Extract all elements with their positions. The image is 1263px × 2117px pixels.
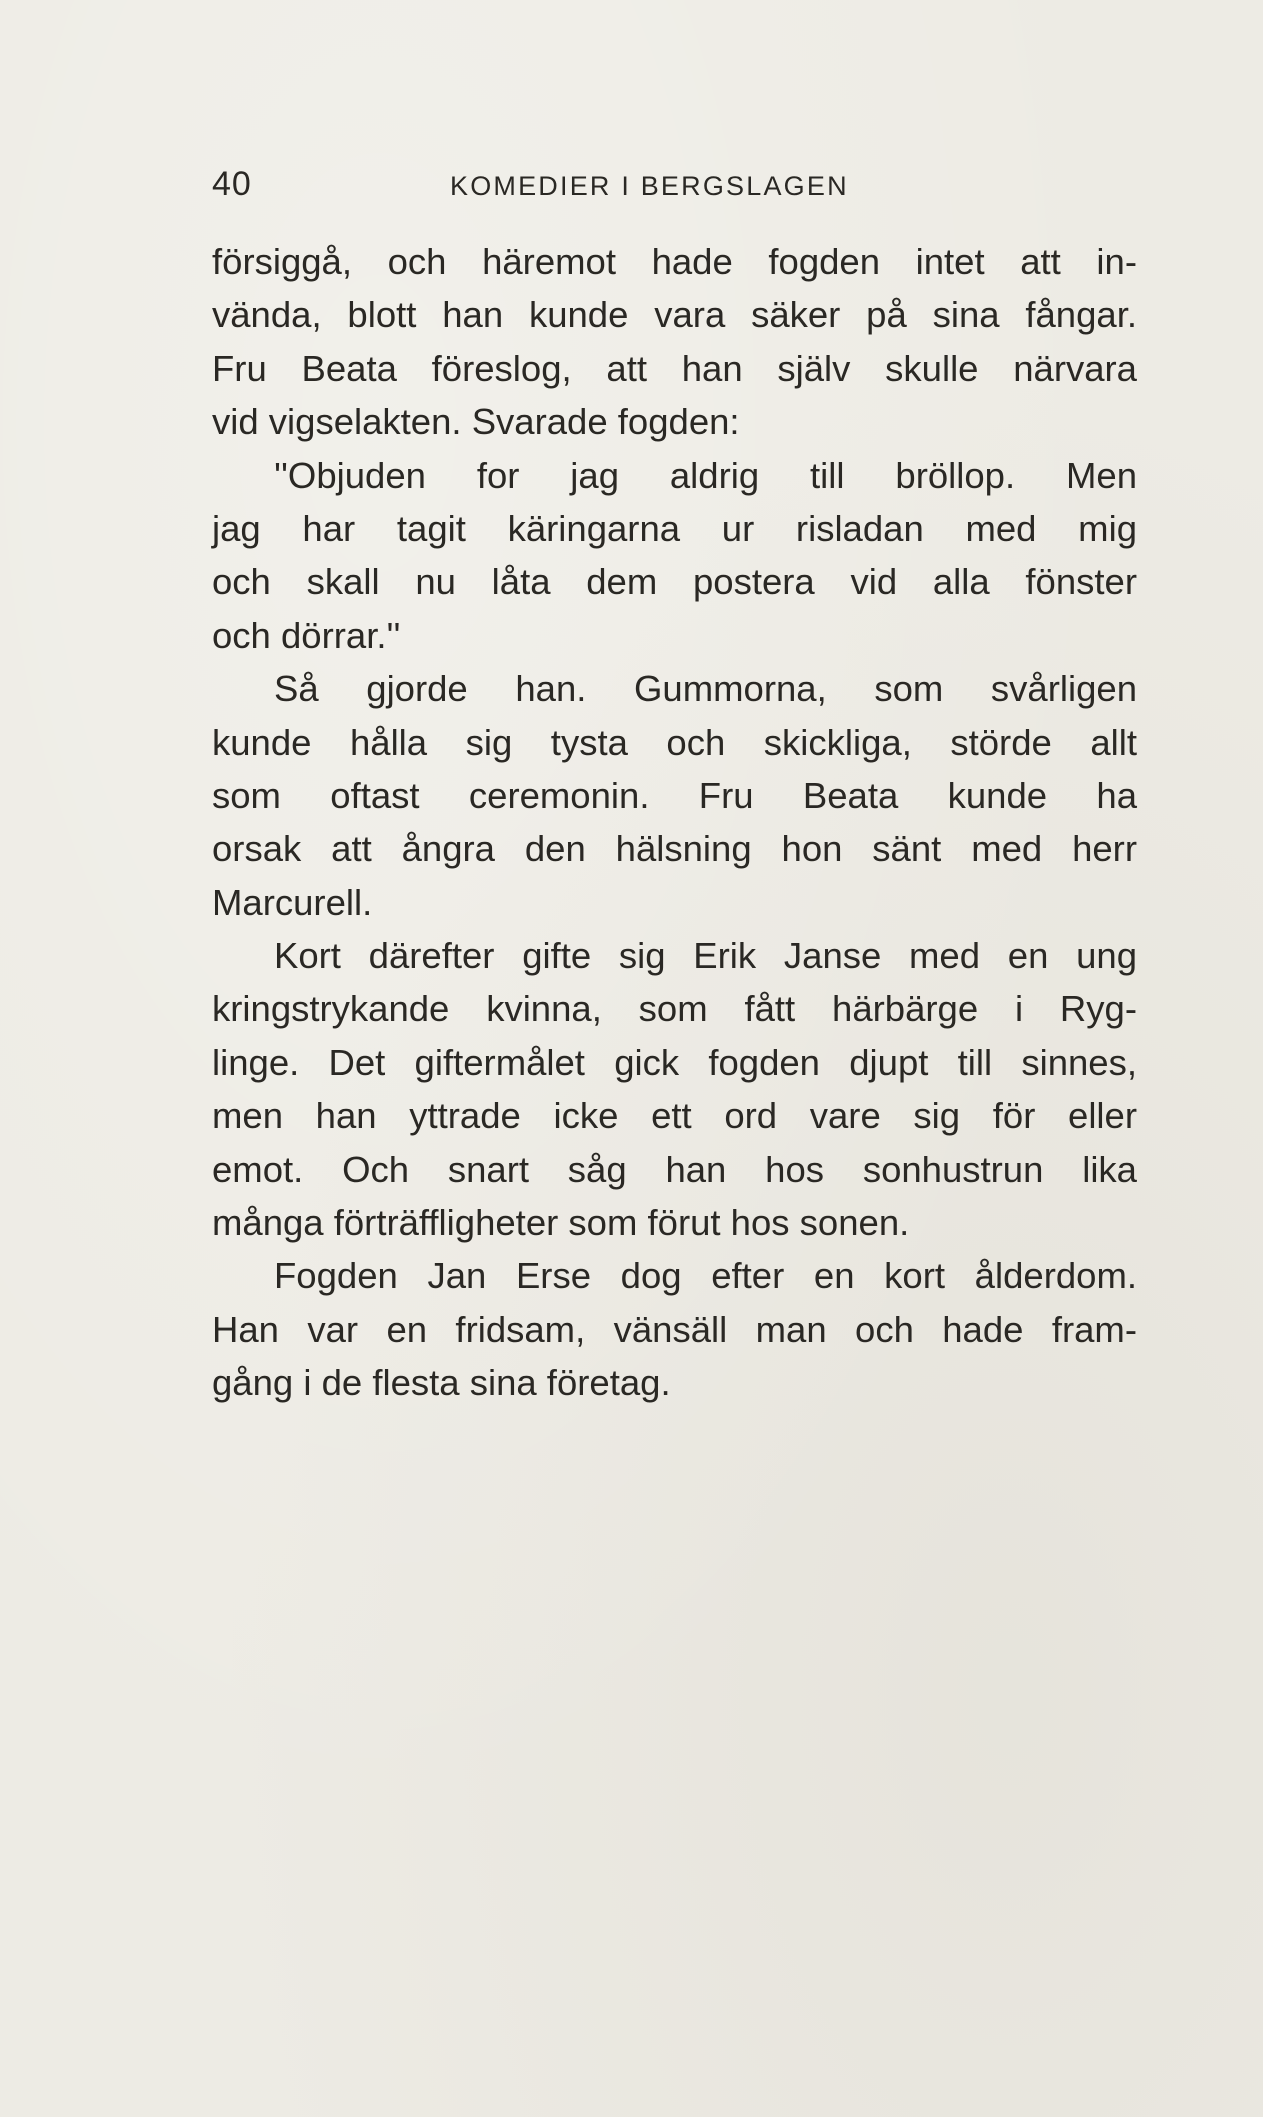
text-line: gång i de flesta sina företag. [212, 1362, 671, 1404]
page-number: 40 [212, 165, 252, 203]
text-line: linge. Det giftermålet gick fogden djupt till sinnes, [212, 1041, 1137, 1083]
text-line: som oftast ceremonin. Fru Beata kunde ha [212, 774, 1137, 816]
text-line: emot. Och snart såg han hos sonhustrun lika [212, 1148, 1137, 1190]
text-line: ''Objuden for jag aldrig till bröllop. Men [274, 454, 1137, 496]
text-line: Han var en fridsam, vänsäll man och hade fram- [212, 1308, 1137, 1350]
text-line: Fogden Jan Erse dog efter en kort ålderdom. [274, 1255, 1137, 1297]
text-line: försiggå, och häremot hade fogden intet att in- [212, 241, 1137, 282]
text-line: Fru Beata föreslog, att han själv skulle närvara [212, 347, 1137, 389]
text-line: och dörrar.'' [212, 614, 401, 656]
text-line: många förträffligheter som förut hos sonen. [212, 1202, 910, 1244]
text-line: Kort därefter gifte sig Erik Janse med en ung [274, 935, 1137, 977]
text-line: kunde hålla sig tysta och skickliga, störde allt [212, 721, 1137, 763]
body-text [212, 235, 1137, 1410]
text-line: jag har tagit käringarna ur risladan med mig [212, 507, 1137, 549]
text-line: vända, blott han kunde vara säker på sina fångar. [212, 294, 1137, 336]
text-line: vid vigselakten. Svarade fogden: [212, 401, 740, 443]
text-line: Så gjorde han. Gummorna, som svårligen [274, 668, 1137, 710]
text-line: men han yttrade icke ett ord vare sig för eller [212, 1095, 1137, 1137]
text-line: Marcurell. [212, 881, 373, 923]
running-title: KOMEDIER I BERGSLAGEN [450, 171, 849, 201]
text-line: kringstrykande kvinna, som fått härbärge i Ryg- [212, 988, 1137, 1030]
text-line: orsak att ångra den hälsning hon sänt med herr [212, 828, 1137, 870]
page-header [212, 162, 1132, 206]
text-line: och skall nu låta dem postera vid alla fönster [212, 561, 1137, 603]
